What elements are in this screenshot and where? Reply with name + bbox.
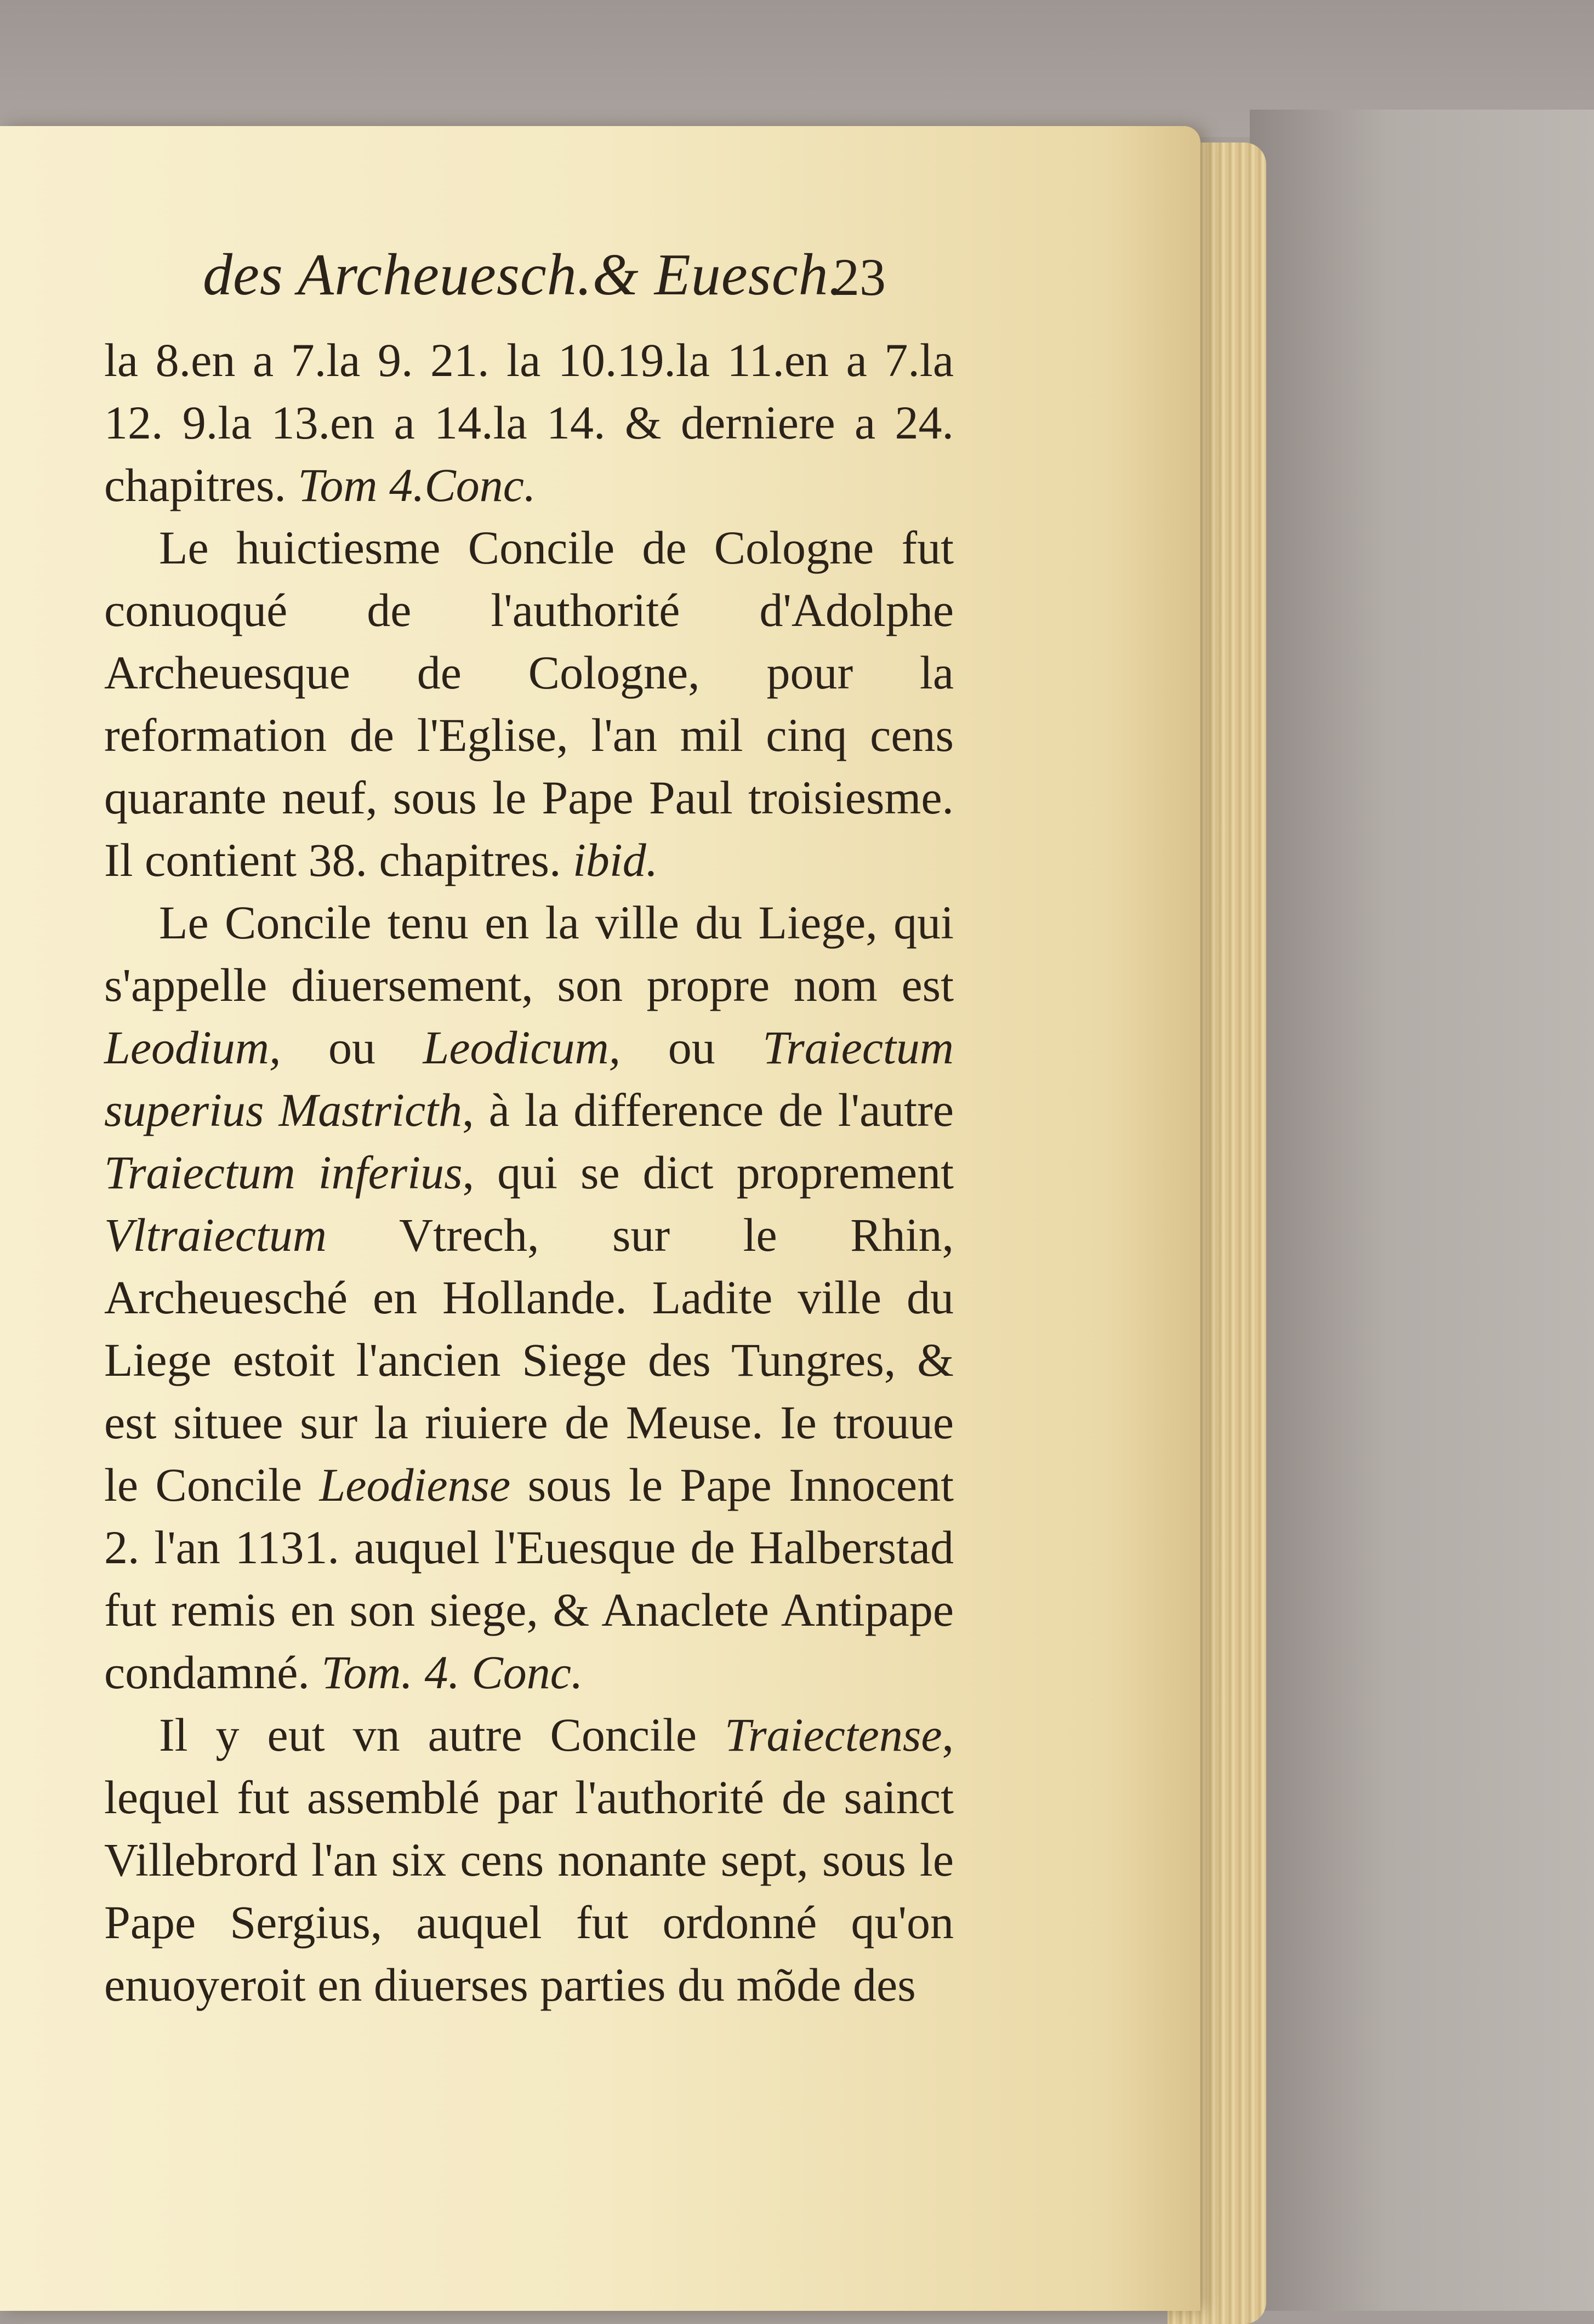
- text-segment: Vtrech, sur le Rhin, Archeuesché en Hollande. Ladite ville du Liege estoit l'ancien Siege des Tungres, & est situee sur la riuiere de Meuse. Ie trouue le Concile: [104, 1209, 954, 1511]
- paragraph: [104, 1704, 954, 2016]
- latin-name: Traiectense: [725, 1708, 942, 1761]
- backdrop-right: [1250, 110, 1594, 2311]
- citation: ibid.: [572, 834, 658, 886]
- paragraph: [104, 329, 954, 516]
- body-text: [104, 329, 954, 2016]
- text-segment: ou: [620, 1021, 763, 1074]
- citation: Tom 4.Conc.: [298, 459, 536, 511]
- text-segment: , qui se dict proprement: [462, 1146, 954, 1199]
- text-segment: Le Concile tenu en la ville du Liege, qui s'appelle diuersement, son propre nom est: [104, 896, 954, 1011]
- text-segment: , lequel fut assemblé par l'authorité de sainct Villebrord l'an six cens nonante sept, sous le Pape Sergius, auquel fut ordonné qu'on enuoyeroit en diuerses parties du mõde des: [104, 1708, 954, 2011]
- latin-name: Leodiense: [319, 1459, 511, 1511]
- paragraph: [104, 516, 954, 891]
- text-segment: Il y eut vn autre Concile: [159, 1708, 725, 1761]
- page-header: [104, 236, 954, 329]
- text-segment: la 8.en a 7.la 9. 21. la 10.19.la 11.en a 7.la 12. 9.la 13.en a 14.la 14. & derniere a 24. chapitres.: [104, 334, 954, 511]
- latin-name: Leodicum,: [423, 1021, 621, 1074]
- citation: Tom. 4. Conc.: [321, 1646, 583, 1699]
- text-segment: , à la difference de l'autre: [462, 1084, 954, 1136]
- book-page: [0, 126, 1200, 2311]
- latin-name: Traiectum inferius: [104, 1146, 463, 1199]
- text-segment: Le huictiesme Concile de Cologne fut conuoqué de l'authorité d'Adolphe Archeuesque de Cologne, pour la reformation de l'Eglise, l'an mil cinq cens quarante neuf, sous le Pape Paul troisiesme. Il contient 38. chapitres.: [104, 521, 954, 886]
- text-segment: sous le Pape Innocent 2. l'an 1131. auquel l'Euesque de Halberstad fut remis en son siege, & Anaclete Antipape condamné.: [104, 1459, 954, 1699]
- page-number: 23: [833, 248, 886, 306]
- running-title: des Archeuesch.& Euesch.: [203, 242, 844, 307]
- latin-name: Leodium,: [104, 1021, 281, 1074]
- latin-name: Vltraiectum: [104, 1209, 327, 1261]
- page-content: [104, 236, 954, 2016]
- text-segment: ou: [281, 1021, 423, 1074]
- latin-name: Traiectum superius Mastricth: [104, 1021, 954, 1136]
- paragraph: [104, 891, 954, 1704]
